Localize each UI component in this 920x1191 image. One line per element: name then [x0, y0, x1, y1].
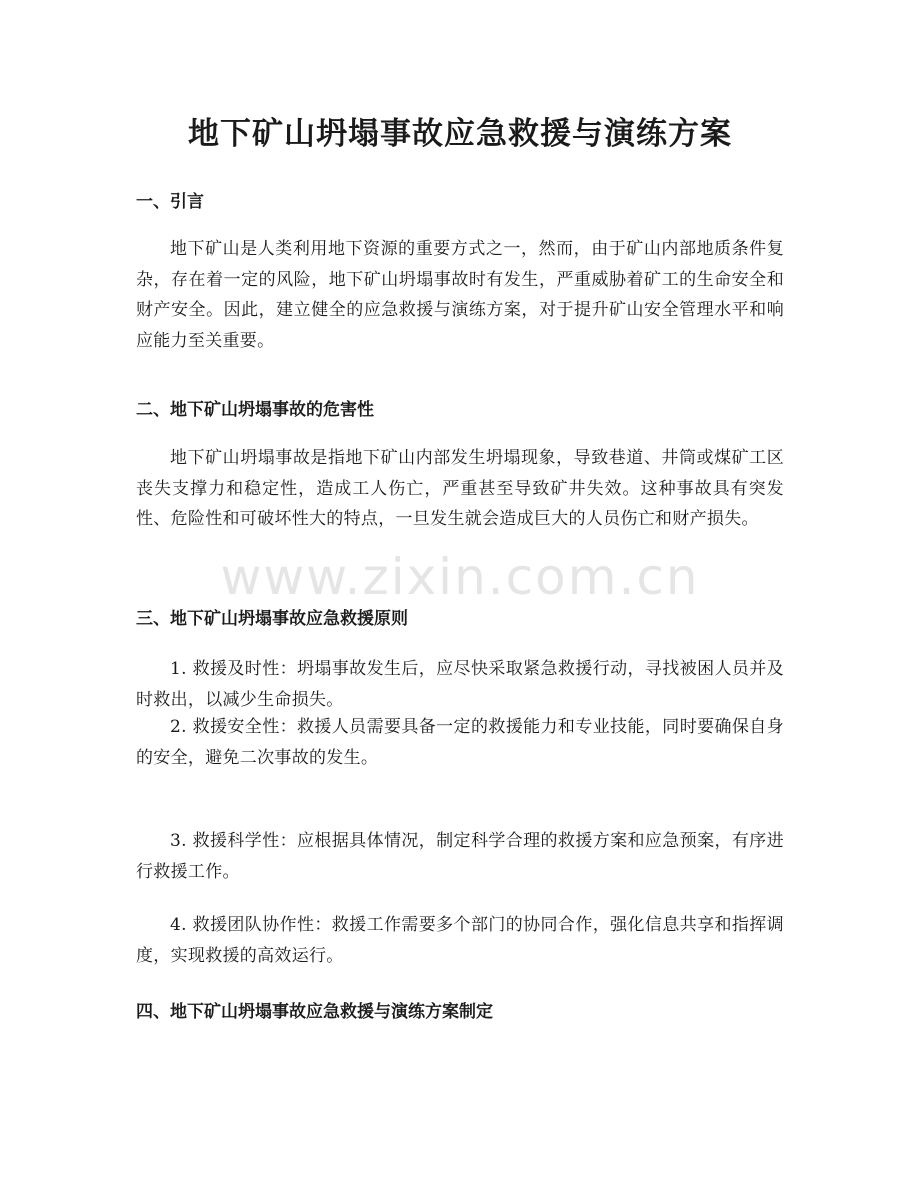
- section-heading-plan: 四、地下矿山坍塌事故应急救援与演练方案制定: [136, 1002, 493, 1022]
- section-heading-introduction: 一、引言: [136, 192, 204, 212]
- watermark: www.zixin.com.cn: [220, 548, 700, 606]
- principle-item-timeliness: 1. 救援及时性：坍塌事故发生后，应尽快采取紧急救援行动，寻找被困人员并及时救出，以减少生命损失。: [136, 659, 784, 710]
- section-heading-principles: 三、地下矿山坍塌事故应急救援原则: [136, 609, 408, 629]
- paragraph-introduction: 地下矿山是人类利用地下资源的重要方式之一，然而，由于矿山内部地质条件复杂，存在着一定的风险，地下矿山坍塌事故时有发生，严重威胁着矿工的生命安全和财产安全。因此，建立健全的应急救援与演练方案，对于提升矿山安全管理水平和响应能力至关重要。: [136, 239, 784, 351]
- section-heading-hazards: 二、地下矿山坍塌事故的危害性: [136, 400, 374, 420]
- paragraph-hazards: 地下矿山坍塌事故是指地下矿山内部发生坍塌现象，导致巷道、井筒或煤矿工区丧失支撑力和稳定性，造成工人伤亡，严重甚至导致矿井失效。这种事故具有突发性、危险性和可破坏性大的特点，一旦发生就会造成巨大的人员伤亡和财产损失。: [136, 448, 784, 529]
- principle-item-safety: 2. 救援安全性：救援人员需要具备一定的救援能力和专业技能，同时要确保自身的安全，避免二次事故的发生。: [136, 717, 784, 768]
- document-title: 地下矿山坍塌事故应急救援与演练方案: [188, 116, 732, 152]
- principle-item-scientific: 3. 救援科学性：应根据具体情况，制定科学合理的救援方案和应急预案，有序进行救援工作。: [136, 831, 784, 882]
- principle-item-teamwork: 4. 救援团队协作性：救援工作需要多个部门的协同合作，强化信息共享和指挥调度，实现救援的高效运行。: [136, 915, 784, 966]
